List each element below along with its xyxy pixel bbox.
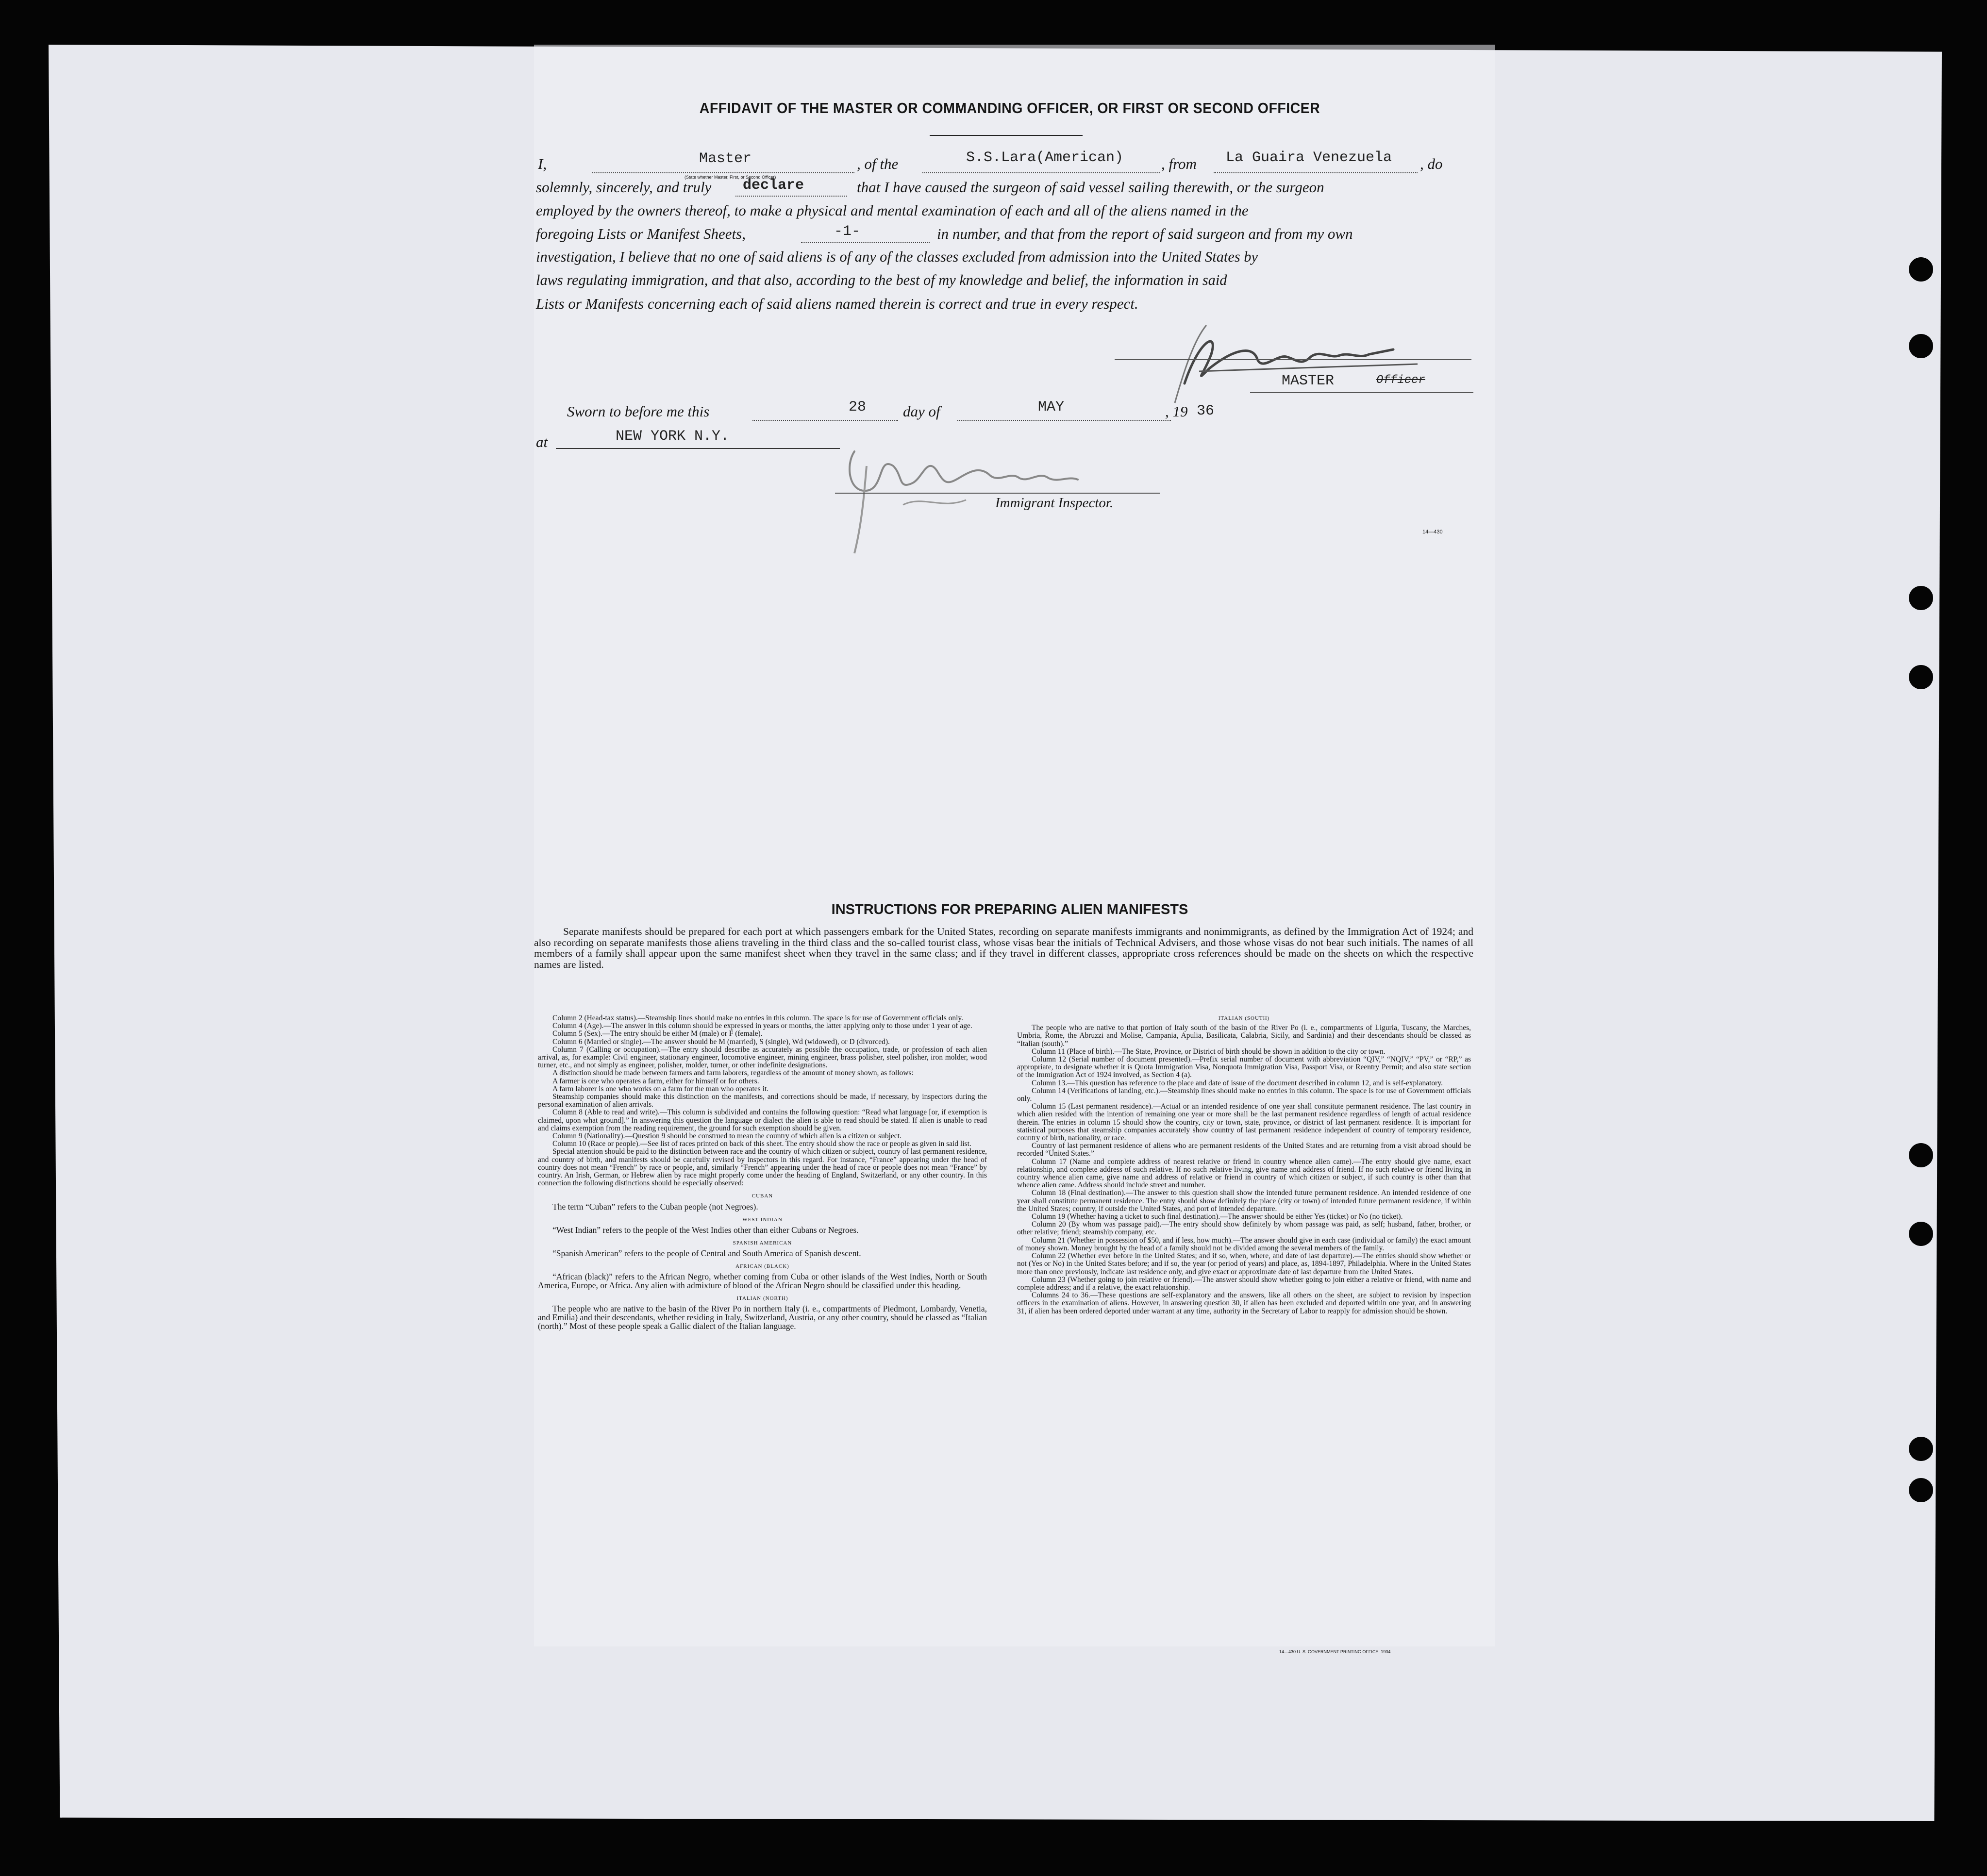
farm-laborer-def: A farm laborer is one who works on a farm for the man who operates it. [552,1084,769,1093]
col15-text: Column 15 (Last permanent residence).—Actual or an intended residence of one year shall constitute permanent residence. The last country in which alien resided with the intention of remaining one year or more shall be the last permanent residence regardless of length of actual residence therein. The entries in column 15 should show the country, city or town, state, province, or district of last permanent residence. It is important for statistical purposes that steamship companies accurately show country of last permanent residence independent of country of temporary residence, country of birth, nationality, or race. [1017,1102,1471,1143]
col21-text: Column 21 (Whether in possession of $50, and if less, how much).—The answer should give in each case (individual or family) the exact amount of money shown. Money brought by the head of a family should not be divided among the several members of the family. [1017,1236,1471,1252]
year-prefix: , 19 [1165,403,1188,420]
of-the-text: , of the [857,155,899,172]
heading-cuban: CUBAN [751,1193,773,1199]
vessel-value: S.S.Lara(American) [966,149,1124,166]
heading-italian-south: ITALIAN (SOUTH) [1218,1015,1270,1021]
col7-text: Column 7 (Calling or occupation).—The entry should describe as accurately as possible the occupation, trade, or profession of each alien arrival, as, for example: Civil engineer, stationary engineer, locomotive engineer, mining engineer, brass polisher, steel polisher, iron molder, wood turner, etc., and not simply as engineer, polisher, molder, turner, or other indefinite designations. [538,1045,987,1070]
printing-office-footer: 14—430 U. S. GOVERNMENT PRINTING OFFICE: 1934 [1279,1649,1391,1654]
col8-text: Column 8 (Able to read and write).—This column is subdivided and contains the following question: “Read what language [or, if exemption is claimed, upon what ground].” In answering this question the language or dialect the alien is able to read should be stated. If alien is unable to read and claims exemption from the reading requirement, the ground for such exemption should be given. [538,1108,987,1132]
sheet-count-value: -1- [834,223,861,240]
sheet-count-field[interactable] [801,228,930,243]
instructions-left-column [538,1014,987,1330]
instructions-title: INSTRUCTIONS FOR PREPARING ALIEN MANIFESTS [831,902,1188,917]
body-line-4b: in number, and that from the report of said surgeon and from my own [937,225,1353,242]
rank-note: (State whether Master, First, or Second Officer) [685,175,776,180]
col23-text: Column 23 (Whether going to join relative or friend).—The answer should show whether going to join either a relative or friend, with name and complete address; and if a relative, the exact relationship. [1017,1275,1471,1292]
farmer-distinction: A distinction should be made between farmers and farm laborers, regardless of the amount of money shown, as follows: [552,1069,914,1078]
signer-struck: Officer [1376,374,1425,387]
rank-value: Master [699,150,752,167]
inspector-rule [835,493,1160,494]
instructions-intro: Separate manifests should be prepared for each port at which passengers embark for the United States, recording on separate manifests immigrants and nonimmigrants, as defined by the Immigration Act of 1924; and also recording on separate manifests those aliens traveling in the third class and the so-called tourist class, whose visas bear the initials of Technical Advisers, and those whose visas do not bear such initials. The names of all members of a family shall appear upon the same manifest sheet when they travel in the same class; and if they travel in different classes, appropriate cross references should be made on the sheets on which the respective names are listed. [534,926,1473,970]
from-text: , from [1161,155,1197,172]
col12-text: Column 12 (Serial number of document presented).—Prefix serial number of document with abbreviation “QIV,” “NQIV,” “PV,” or “RP,” as appropriate, to designate whether it is Quota Immigration Visa, Nonquota Immigration Visa, Passport Visa, or Reentry Permit; and also state section of the Immigration Act of 1924 involved, as Section 4 (a). [1017,1055,1471,1079]
col13-text: Column 13.—This question has reference to the place and date of issue of the document described in column 12, and is self-explanatory. [1032,1079,1443,1087]
punch-hole [1909,1478,1933,1502]
master-signature [1165,311,1437,413]
col6-text: Column 6 (Married or single).—The answer should be M (married), S (single), Wd (widowed), or D (divorced). [552,1037,890,1046]
declare-value: declare [743,177,804,194]
body-line-7: Lists or Manifests concerning each of said aliens named therein is correct and true in every respect. [536,295,1138,312]
inspector-label: Immigrant Inspector. [995,495,1114,511]
punch-hole [1909,1437,1933,1461]
col10-text: Column 10 (Race or people).—See list of races printed on back of this sheet. The entry should show the race or people as given in said list. [552,1140,971,1148]
farmer-def: A farmer is one who operates a farm, either for himself or for others. [552,1077,759,1085]
heading-italian-north: ITALIAN (NORTH) [736,1295,788,1302]
col19-text: Column 19 (Whether having a ticket to such final destination).—The answer should be either Yes (ticket) or No (no ticket). [1032,1212,1403,1221]
col9-text: Column 9 (Nationality).—Question 9 should be construed to mean the country of which alien is a citizen or subject. [552,1132,902,1141]
steamship-distinction: Steamship companies should make this distinction on the manifests, and corrections should be made, if necessary, by inspectors during the personal examination of alien arrivals. [538,1093,987,1109]
west-indian-text: “West Indian” refers to the people of the West Indies other than either Cubans or Negroes. [552,1225,859,1235]
body-line-2b: that I have caused the surgeon of said vessel sailing therewith, or the surgeon [857,179,1324,196]
punch-hole [1909,1222,1933,1246]
col11-text: Column 11 (Place of birth).—The State, Province, or District of birth should be shown in addition to the city or town. [1032,1047,1386,1056]
col4-text: Column 4 (Age).—The answer in this column should be expressed in years or months, the latter applying only to those under 1 year of age. [552,1022,972,1030]
body-line-5: investigation, I believe that no one of said aliens is of any of the classes excluded from admission into the United States by [536,249,1258,265]
title-rule [930,135,1083,136]
heading-spanish-american: SPANISH AMERICAN [733,1240,792,1246]
place-rule [556,448,840,449]
day-value: 28 [849,399,867,415]
affidavit-title: AFFIDAVIT OF THE MASTER OR COMMANDING OFFICER, OR FIRST OR SECOND OFFICER [699,100,1320,116]
punch-hole [1909,257,1933,282]
instructions-right-column [1017,1014,1471,1315]
sworn-text: Sworn to before me this [567,403,710,420]
col24-36-text: Columns 24 to 36.—These questions are self-explanatory and the answers, like all others on the sheet, are subject to revision by inspection officers in the examination of aliens. However, in answering question 30, if alien has been excluded and deported within one year, and in answering 31, if alien has been ordered deported under warrant at any time, authority in the Secretary of Labor to reapply for admission should be shown. [1017,1291,1471,1315]
place-value: NEW YORK N.Y. [616,428,730,445]
body-line-6: laws regulating immigration, and that also, according to the best of my knowledge and belief, the information in said [536,272,1227,288]
punch-hole [1909,665,1933,689]
col14-text: Column 14 (Verifications of landing, etc.).—Steamship lines should make no entries in this column. The space is for use of Government officials only. [1017,1086,1471,1103]
col22-text: Column 22 (Whether ever before in the United States; and if so, when, where, and date of last departure).—The entries should show whether or not (Yes or No) in the United States before; and if so, the year (or period of years) and place, as, 1894-1897, Philadelphia. Where in the United States more than once previously, indicate last residence only, and give exact or approximate date of last departure from the United States. [1017,1252,1471,1276]
at-text: at [536,433,548,450]
heading-african: AFRICAN (BLACK) [735,1263,789,1270]
cuban-text: The term “Cuban” refers to the Cuban people (not Negroes). [552,1201,758,1212]
body-line-2a: solemnly, sincerely, and truly [536,179,712,196]
col20-text: Column 20 (By whom was passage paid).—The entry should show definitely by whom passage was paid, as self; husband, father, brother, or other relative; friend; steamship company, etc. [1017,1220,1471,1237]
heading-west-indian: WEST INDIAN [742,1216,783,1223]
body-line-3: employed by the owners thereof, to make a physical and mental examination of each and all of the aliens named in the [536,202,1249,219]
african-text: “African (black)” refers to the African Negro, whether coming from Cuba or other islands of the West Indies, North or South America, Europe, or Africa. Any alien with admixture of blood of the African Negro should be classified under this heading. [538,1272,987,1291]
col17-text: Column 17 (Name and complete address of nearest relative or friend in country whence alien came).—The entry should give name, exact relationship, and complete address of such relative. If no such relative living, give name and address of friend. If no such relative or friend living in country whence alien came, give name and address of relative or friend in country of which citizen or subject, if such country is other than that whence alien came. Address should include street and number. [1017,1157,1471,1190]
col2-text: Column 2 (Head-tax status).—Steamship lines should make no entries in this column. The space is for use of Government officials only. [552,1014,964,1022]
residence-text: Country of last permanent residence of aliens who are permanent residents of the United States and are returning from a visit abroad should be recorded “United States.” [1017,1142,1471,1158]
italian-north-text: The people who are native to the basin of the River Po in northern Italy (i. e., compartments of Piedmont, Lombardy, Venetia, and Emilia) and their descendants, whether residing in Italy, Switzerland, Austria, or any other country, should be classed as “Italian (north).” Most of these people speak a Gallic dialect of the Italian language. [538,1304,987,1331]
body-line-4a: foregoing Lists or Manifest Sheets, [536,225,746,242]
punch-hole [1909,586,1933,610]
italian-south-text: The people who are native to that portion of Italy south of the basin of the River Po (i. e., compartments of Liguria, Tuscany, the Marches, Umbria, Rome, the Abruzzi and Molise, Campania, Apulia, Basilicata, Calabria, Sicily, and Sardinia) and their descendants should be classed as “Italian (south).” [1017,1024,1471,1048]
spanish-american-text: “Spanish American” refers to the people of Central and South America of Spanish descent. [552,1248,861,1259]
signer-title: MASTER [1282,373,1335,389]
signer-rule [1250,392,1473,393]
day-field[interactable] [752,405,898,421]
punch-hole [1909,1143,1933,1167]
year-value: 36 [1197,403,1215,419]
day-of-text: day of [903,403,940,420]
do-text: , do [1420,155,1443,172]
port-value: La Guaira Venezuela [1226,149,1392,166]
punch-hole [1909,334,1933,358]
col5-text: Column 5 (Sex).—The entry should be either M (male) or F (female). [552,1029,763,1038]
word-i: I, [538,155,547,172]
form-number: 14—430 [1422,529,1443,535]
col18-text: Column 18 (Final destination).—The answer to this question shall show the intended future permanent residence. An intended residence of one year shall constitute permanent residence. The entry should show definitely the place (city or town) of intended future permanent residence, if within the United States; country, if outside the United States, and port of intended departure. [1017,1189,1471,1213]
race-distinction: Special attention should be paid to the distinction between race and the country of which citizen or subject, country of last permanent residence, and country of birth, and manifests should be carefully revised by inspectors in this regard. For instance, “France” appearing under the head of country does not mean “French” by race or people, and, similarly “French” appearing under the head of race or people does not mean “France” by country. An Irish, German, or Hebrew alien by race might properly come under the heading of England, Switzerland, or any other country. In this connection the following distinctions should be especially observed: [538,1147,987,1188]
month-value: MAY [1038,399,1065,415]
signature-rule [1115,359,1471,360]
